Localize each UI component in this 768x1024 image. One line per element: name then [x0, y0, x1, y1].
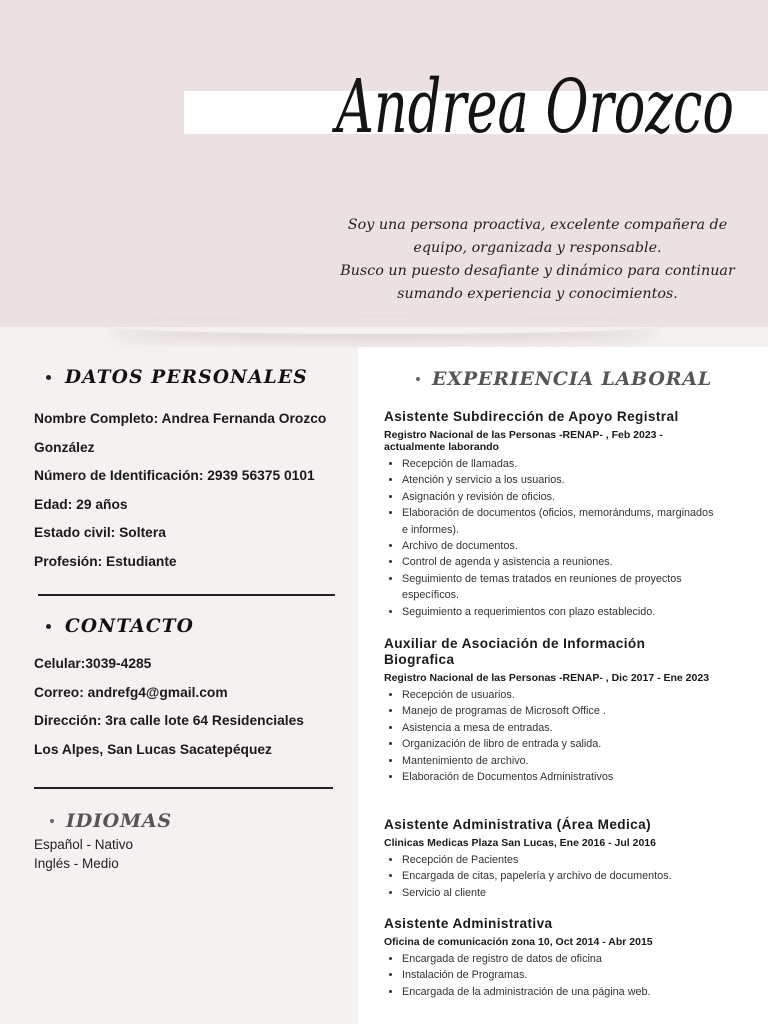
contact-info-line: Celular:3039-4285 [34, 656, 152, 671]
job-task: • Seguimiento a requerimientos con plazo establecido. [402, 604, 714, 620]
languages-list [34, 836, 133, 873]
personal-heading [46, 367, 308, 388]
personal-info-line: Estado civil: Soltera [34, 525, 166, 540]
job-task: • Servicio al cliente [402, 885, 714, 901]
job-title: Asistente Subdirección de Apoyo Registral [384, 409, 679, 424]
job-task: • Recepción de usuarios. [402, 687, 714, 703]
job-task: • Instalación de Programas. [402, 967, 714, 983]
section-divider [34, 787, 333, 789]
job-organization: Clinicas Medicas Plaza San Lucas, Ene 2016 - Jul 2016 [384, 837, 656, 849]
header-shadow [110, 318, 658, 334]
personal-info-line: Número de Identificación: 2939 56375 0101 [34, 468, 315, 483]
personal-info-line: González [34, 439, 95, 455]
contact-heading-text: CONTACTO [65, 616, 195, 637]
job-task: • Asignación y revisión de oficios. [402, 489, 714, 505]
intro-line: Soy una persona proactiva, excelente compañera de [347, 217, 728, 233]
contact-info-line: Dirección: 3ra calle lote 64 Residenciales [34, 713, 304, 728]
job-task: • Asistencia a mesa de entradas. [402, 720, 714, 736]
personal-info-line: Nombre Completo: Andrea Fernanda Orozco [34, 411, 327, 426]
personal-info-list [34, 405, 352, 576]
job-task-list [384, 687, 714, 785]
languages-heading [50, 810, 172, 832]
bullet-icon [46, 624, 51, 629]
job-task: • Encargada de la administración de una página web. [402, 984, 714, 1000]
job-title: Asistente Administrativa [384, 916, 553, 931]
personal-heading-text: DATOS PERSONALES [65, 367, 308, 388]
job-task: • Archivo de documentos. [402, 538, 714, 554]
job-task: • Recepción de llamadas. [402, 456, 714, 472]
contact-heading [46, 616, 194, 637]
name-script-svg [330, 20, 750, 170]
personal-info-line: Edad: 29 años [34, 496, 128, 512]
intro-line: Busco un puesto desafiante y dinámico para continuar [340, 263, 735, 279]
intro-line: sumando experiencia y conocimientos. [397, 286, 678, 302]
job-task: • Manejo de programas de Microsoft Office . [402, 703, 714, 719]
experience-heading-text: EXPERIENCIA LABORAL [432, 368, 713, 390]
job-task: • Encargada de citas, papelería y archivo de documentos. [402, 868, 714, 884]
job-task: • Elaboración de documentos (oficios, memorándums, marginados e informes). [402, 505, 714, 538]
bullet-icon [50, 819, 54, 823]
experience-heading [416, 368, 712, 390]
job-task: • Encargada de registro de datos de oficina [402, 951, 714, 967]
job-entry [384, 916, 714, 1000]
job-organization: Oficina de comunicación zona 10, Oct 2014 - Abr 2015 [384, 936, 653, 948]
intro-line: equipo, organizada y responsable. [413, 240, 662, 256]
job-task-list [384, 852, 714, 901]
job-task: • Elaboración de Documentos Administrativos [402, 769, 714, 785]
intro-paragraph [335, 214, 740, 306]
job-entry [384, 409, 714, 620]
personal-info-line: Profesión: Estudiante [34, 553, 177, 569]
job-task: • Organización de libro de entrada y salida. [402, 736, 714, 752]
contact-info-line: Los Alpes, San Lucas Sacatepéquez [34, 741, 272, 757]
job-task-list [384, 456, 714, 620]
job-entry [384, 636, 714, 785]
job-organization: Registro Nacional de las Personas -RENAP- , Feb 2023 - actualmente laborando [384, 429, 663, 453]
job-organization: Registro Nacional de las Personas -RENAP- , Dic 2017 - Ene 2023 [384, 672, 710, 684]
bullet-icon [46, 375, 51, 380]
job-task: • Seguimiento de temas tratados en reuniones de proyectos específicos. [402, 571, 714, 604]
language-item: Español - Nativo [34, 837, 134, 852]
job-task: • Atención y servicio a los usuarios. [402, 472, 714, 488]
languages-heading-text: IDIOMAS [66, 810, 172, 832]
name-script-text: Andrea Orozco [331, 64, 734, 150]
job-title: Auxiliar de Asociación de Información Biografica [384, 636, 646, 667]
job-task: • Mantenimiento de archivo. [402, 753, 714, 769]
name-signature [330, 20, 750, 170]
job-task: • Recepción de Pacientes [402, 852, 714, 868]
job-entry [384, 817, 714, 901]
bullet-icon [416, 377, 420, 381]
section-divider [38, 594, 335, 596]
job-title: Asistente Administrativa (Área Medica) [384, 817, 652, 832]
job-task-list [384, 951, 714, 1000]
contact-info-list [34, 650, 352, 764]
language-item: Inglés - Medio [34, 855, 119, 871]
contact-info-line: Correo: andrefg4@gmail.com [34, 684, 228, 700]
job-task: • Control de agenda y asistencia a reuniones. [402, 554, 714, 570]
